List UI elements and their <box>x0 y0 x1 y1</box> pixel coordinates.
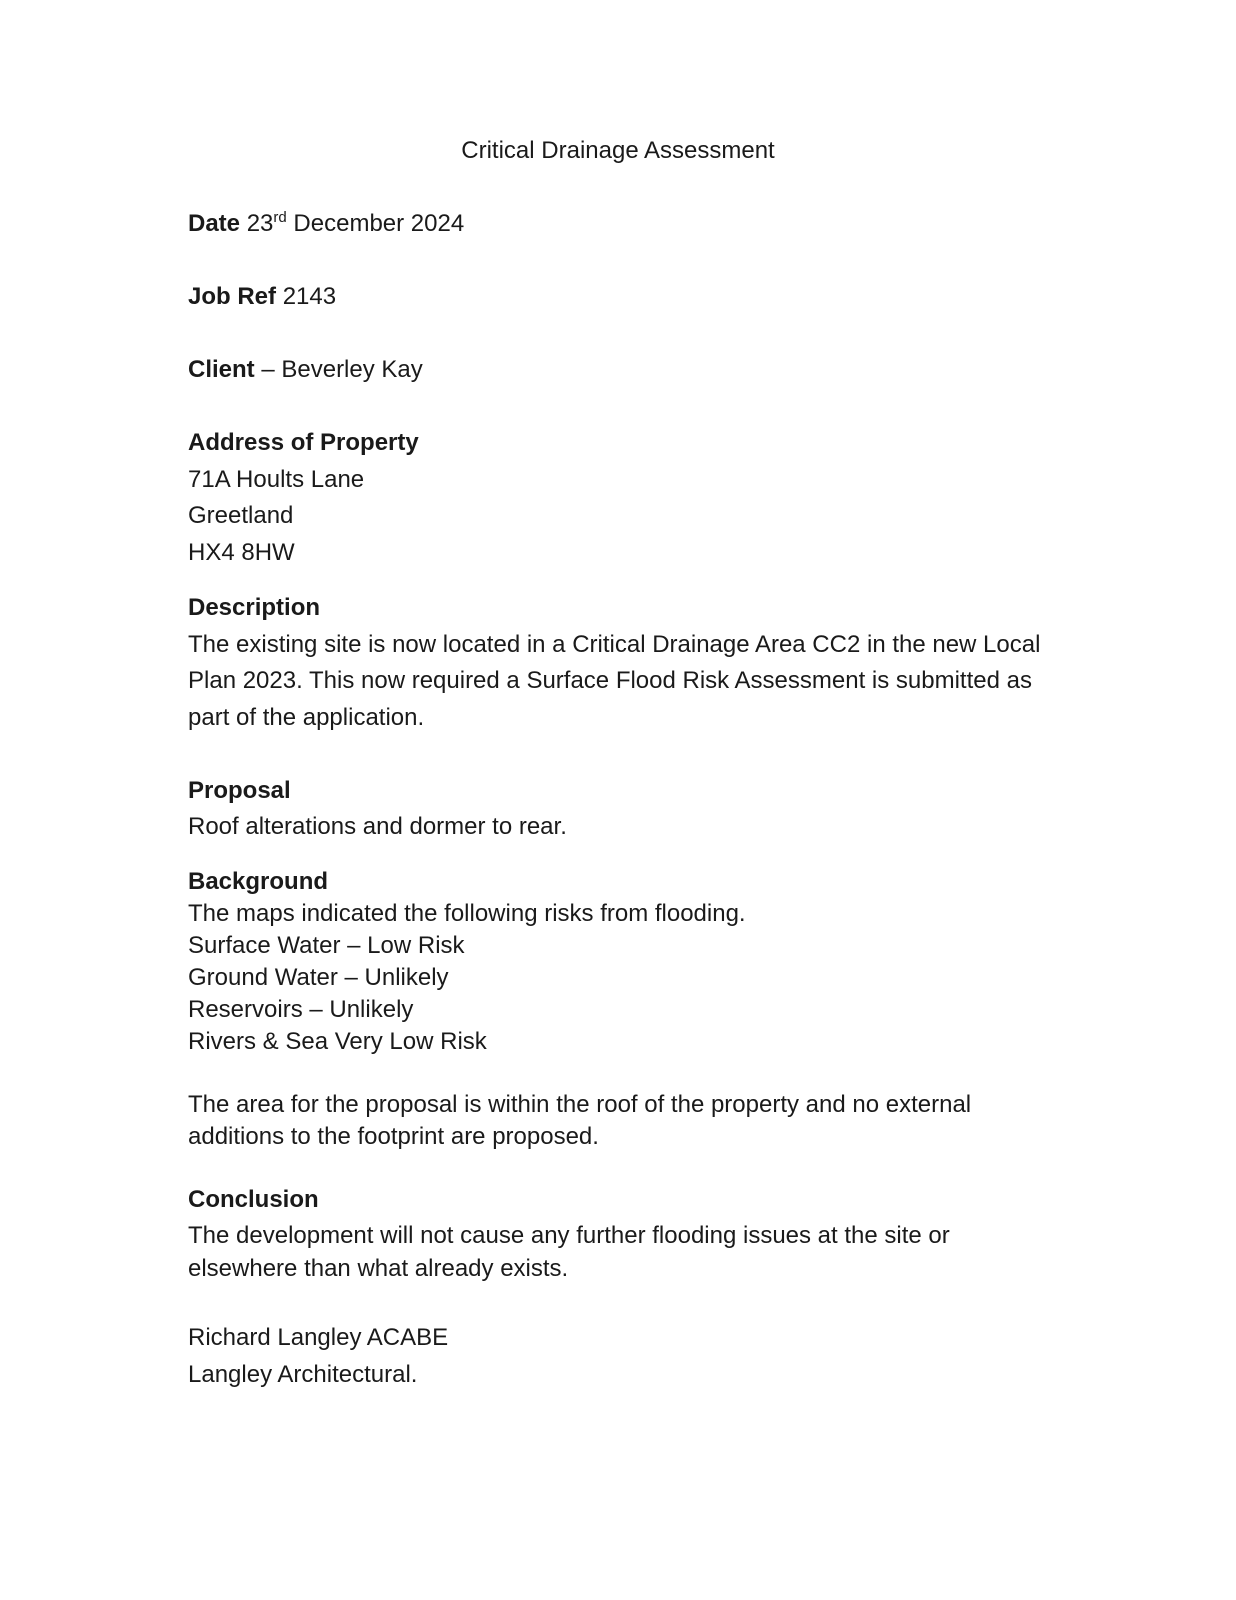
background-line-4: Reservoirs – Unlikely <box>188 996 414 1023</box>
address-line-2: Greetland <box>188 502 294 529</box>
date-label: Date <box>188 210 241 237</box>
conclusion-heading: Conclusion <box>188 1186 319 1213</box>
date-suffix: rd <box>273 209 287 226</box>
background-note-line-2: additions to the footprint are proposed. <box>188 1123 599 1150</box>
address-line-1: 71A Hoults Lane <box>188 466 365 493</box>
client-line <box>188 355 423 385</box>
address-line-3: HX4 8HW <box>188 539 295 566</box>
conclusion-line-2: elsewhere than what already exists. <box>188 1255 569 1282</box>
document-title: Critical Drainage Assessment <box>461 137 775 164</box>
background-line-2: Surface Water – Low Risk <box>188 932 465 959</box>
job-ref-label: Job Ref <box>188 283 277 310</box>
proposal-heading: Proposal <box>188 777 291 804</box>
address-heading: Address of Property <box>188 429 419 456</box>
job-ref-value: 2143 <box>282 283 337 310</box>
background-line-1: The maps indicated the following risks from flooding. <box>188 900 746 927</box>
description-line-3: part of the application. <box>188 704 425 731</box>
description-line-1: The existing site is now located in a Critical Drainage Area CC2 in the new Local <box>188 631 1041 658</box>
background-note-line-1: The area for the proposal is within the roof of the property and no external <box>188 1091 972 1118</box>
conclusion-line-1: The development will not cause any further flooding issues at the site or <box>188 1222 950 1249</box>
description-heading: Description <box>188 594 321 621</box>
date-rest: December 2024 <box>293 210 465 237</box>
proposal-text: Roof alterations and dormer to rear. <box>188 813 567 840</box>
client-label: Client <box>188 356 255 383</box>
client-value: – Beverley Kay <box>261 356 423 383</box>
background-line-5: Rivers & Sea Very Low Risk <box>188 1028 487 1055</box>
signature-company: Langley Architectural. <box>188 1361 418 1388</box>
job-ref-line <box>188 282 336 312</box>
background-heading: Background <box>188 868 329 895</box>
date-line <box>188 209 464 239</box>
background-line-3: Ground Water – Unlikely <box>188 964 449 991</box>
date-day: 23 <box>246 210 274 237</box>
signature-name: Richard Langley ACABE <box>188 1324 449 1351</box>
description-line-2: Plan 2023. This now required a Surface Flood Risk Assessment is submitted as <box>188 667 1032 694</box>
